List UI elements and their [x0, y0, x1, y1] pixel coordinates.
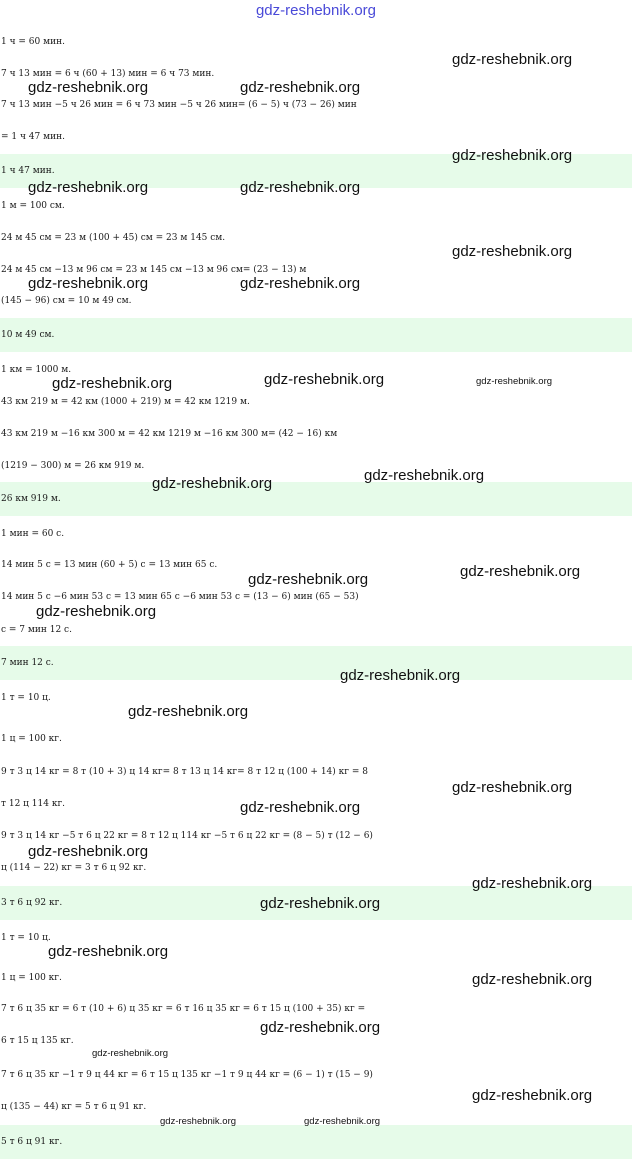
solution-line: 6 т 15 ц 135 кг. — [1, 1036, 74, 1046]
watermark: gdz-reshebnik.org — [304, 1116, 381, 1127]
answer-text: 1 ч 47 мин. — [1, 166, 55, 176]
answer-text: 3 т 6 ц 92 кг. — [1, 898, 63, 908]
watermark: gdz-reshebnik.org — [248, 571, 369, 588]
watermark: gdz-reshebnik.org — [460, 563, 581, 580]
solution-line: = 1 ч 47 мин. — [1, 132, 65, 142]
solution-line: (1219 − 300) м = 26 км 919 м. — [1, 461, 145, 471]
watermark: gdz-reshebnik.org — [92, 1048, 169, 1059]
watermark: gdz-reshebnik.org — [260, 895, 381, 912]
watermark: gdz-reshebnik.org — [472, 971, 593, 988]
watermark: gdz-reshebnik.org — [28, 843, 149, 860]
solution-line: 1 ч = 60 мин. — [1, 37, 65, 47]
watermark: gdz-reshebnik.org — [160, 1116, 237, 1127]
watermark: gdz-reshebnik.org — [472, 875, 593, 892]
watermark: gdz-reshebnik.org — [28, 179, 149, 196]
watermark: gdz-reshebnik.org — [52, 375, 173, 392]
solution-line: 9 т 3 ц 14 кг = 8 т (10 + 3) ц 14 кг= 8 т 13 ц 14 кг= 8 т 12 ц (100 + 14) кг = 8 — [1, 767, 368, 777]
solution-line: 43 км 219 м −16 км 300 м = 42 км 1219 м −16 км 300 м= (42 − 16) км — [1, 429, 338, 439]
watermark: gdz-reshebnik.org — [152, 475, 273, 492]
solution-line: (145 − 96) см = 10 м 49 см. — [1, 296, 132, 306]
watermark: gdz-reshebnik.org — [452, 243, 573, 260]
watermark: gdz-reshebnik.org — [28, 275, 149, 292]
solution-line: 7 ч 13 мин −5 ч 26 мин = 6 ч 73 мин −5 ч 26 мин= (6 − 5) ч (73 − 26) мин — [1, 100, 357, 110]
solution-line: т 12 ц 114 кг. — [1, 799, 66, 809]
solution-line: 1 ц = 100 кг. — [1, 973, 62, 983]
solution-line: 1 мин = 60 с. — [1, 529, 65, 539]
watermark: gdz-reshebnik.org — [264, 371, 385, 388]
solution-line: 24 м 45 см = 23 м (100 + 45) см = 23 м 145 см. — [1, 233, 226, 243]
watermark: gdz-reshebnik.org — [28, 79, 149, 96]
answer-text: 7 мин 12 с. — [1, 658, 54, 668]
site-header-link[interactable]: gdz-reshebnik.org — [255, 2, 377, 19]
watermark: gdz-reshebnik.org — [48, 943, 169, 960]
solution-line: 14 мин 5 с = 13 мин (60 + 5) с = 13 мин 65 с. — [1, 560, 218, 570]
solution-line: ц (135 − 44) кг = 5 т 6 ц 91 кг. — [1, 1102, 147, 1112]
watermark: gdz-reshebnik.org — [472, 1087, 593, 1104]
answer-text: 5 т 6 ц 91 кг. — [1, 1137, 63, 1147]
solution-line: 1 м = 100 см. — [1, 201, 65, 211]
solution-line: 1 км = 1000 м. — [1, 365, 72, 375]
watermark: gdz-reshebnik.org — [364, 467, 485, 484]
answer-text: 10 м 49 см. — [1, 330, 55, 340]
solution-line: 14 мин 5 с −6 мин 53 с = 13 мин 65 с −6 мин 53 с = (13 − 6) мин (65 − 53) — [1, 592, 359, 602]
solution-line: 9 т 3 ц 14 кг −5 т 6 ц 22 кг = 8 т 12 ц 114 кг −5 т 6 ц 22 кг = (8 − 5) т (12 − 6) — [1, 831, 373, 841]
watermark: gdz-reshebnik.org — [260, 1019, 381, 1036]
answer-text: 26 км 919 м. — [1, 494, 61, 504]
solution-line: 7 т 6 ц 35 кг −1 т 9 ц 44 кг = 6 т 15 ц 135 кг −1 т 9 ц 44 кг = (6 − 1) т (15 − 9) — [1, 1070, 373, 1080]
solution-line: 43 км 219 м = 42 км (1000 + 219) м = 42 км 1219 м. — [1, 397, 250, 407]
watermark: gdz-reshebnik.org — [340, 667, 461, 684]
watermark: gdz-reshebnik.org — [452, 147, 573, 164]
watermark: gdz-reshebnik.org — [476, 376, 553, 387]
watermark: gdz-reshebnik.org — [128, 703, 249, 720]
watermark: gdz-reshebnik.org — [240, 79, 361, 96]
watermark: gdz-reshebnik.org — [240, 799, 361, 816]
watermark: gdz-reshebnik.org — [452, 779, 573, 796]
solution-line: 24 м 45 см −13 м 96 см = 23 м 145 см −13 м 96 см= (23 − 13) м — [1, 265, 307, 275]
watermark: gdz-reshebnik.org — [36, 603, 157, 620]
solution-line: 7 т 6 ц 35 кг = 6 т (10 + 6) ц 35 кг = 6 т 16 ц 35 кг = 6 т 15 ц (100 + 35) кг = — [1, 1004, 366, 1014]
watermark: gdz-reshebnik.org — [452, 51, 573, 68]
watermark: gdz-reshebnik.org — [240, 179, 361, 196]
solution-line: с = 7 мин 12 с. — [1, 625, 72, 635]
solution-line: 1 ц = 100 кг. — [1, 734, 62, 744]
solution-line: 7 ч 13 мин = 6 ч (60 + 13) мин = 6 ч 73 мин. — [1, 69, 215, 79]
solution-line: 1 т = 10 ц. — [1, 693, 51, 703]
solution-line: 1 т = 10 ц. — [1, 933, 51, 943]
watermark: gdz-reshebnik.org — [240, 275, 361, 292]
solution-line: ц (114 − 22) кг = 3 т 6 ц 92 кг. — [1, 863, 147, 873]
